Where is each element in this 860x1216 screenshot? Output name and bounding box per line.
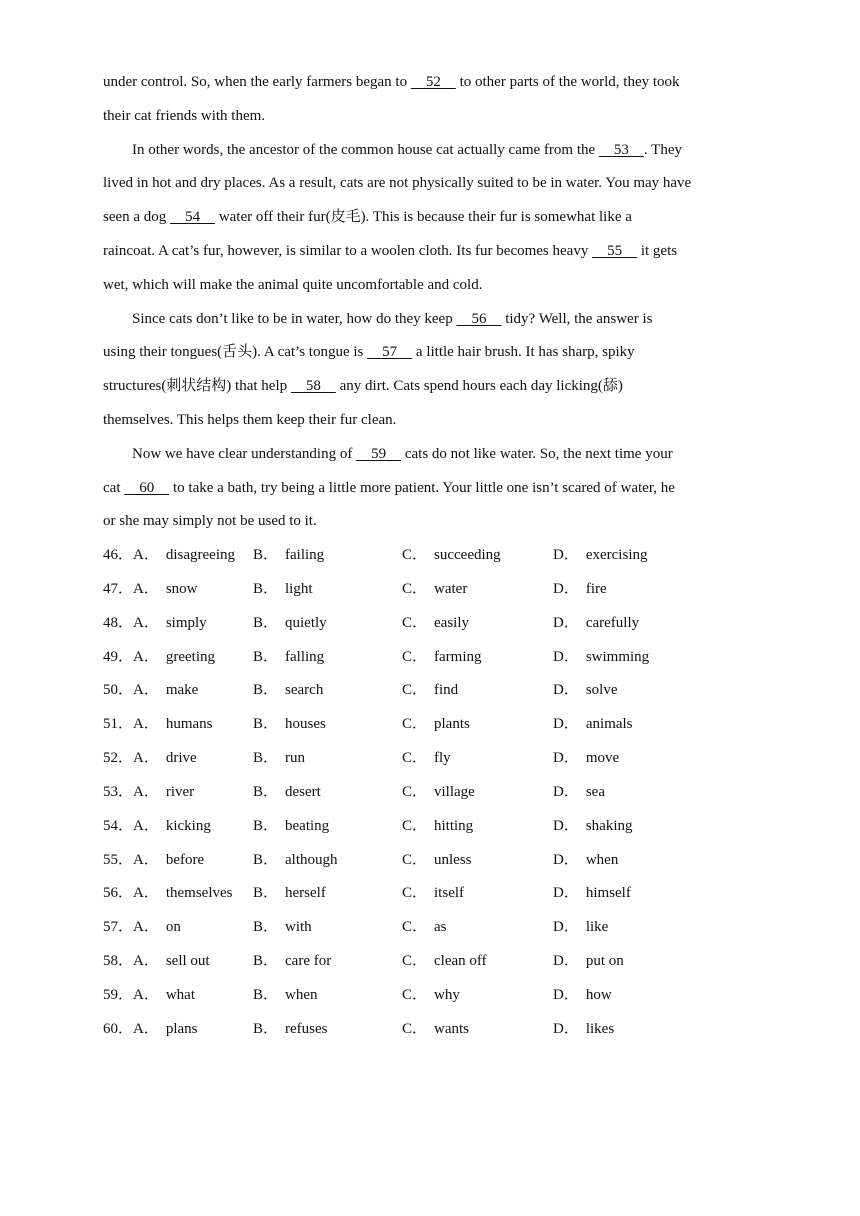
passage-line <box>103 100 753 134</box>
option-letter: D． <box>553 885 579 902</box>
option-letter: B． <box>253 580 279 597</box>
answer-option <box>133 674 198 708</box>
option-text: search <box>285 682 324 699</box>
passage-line <box>103 505 753 539</box>
answer-option <box>133 742 197 776</box>
option-letter: B． <box>253 817 279 834</box>
answer-option <box>402 877 464 911</box>
option-text: themselves <box>165 885 233 902</box>
passage-text: using their tongues(舌头). A cat’s tongue is <box>103 344 368 361</box>
option-letter: D． <box>553 580 579 597</box>
answer-option <box>553 674 618 708</box>
option-letter: B． <box>253 716 279 733</box>
cloze-passage <box>103 66 753 539</box>
option-letter: C． <box>402 1020 428 1037</box>
option-text: make <box>165 682 199 699</box>
passage-text: water off their fur(皮毛). This is because their fur is somewhat like a <box>215 209 632 226</box>
answer-option <box>133 911 181 945</box>
answer-option <box>253 945 331 979</box>
passage-line <box>103 472 753 506</box>
question-number: 59． <box>103 986 134 1003</box>
option-text: animals <box>585 716 633 733</box>
answer-option <box>553 776 605 810</box>
option-letter: D． <box>553 716 579 733</box>
option-letter: C． <box>402 919 428 936</box>
option-text: fly <box>434 750 451 767</box>
option-letter: B． <box>253 750 279 767</box>
option-text: although <box>285 851 338 868</box>
question-list <box>103 539 753 1047</box>
question-number: 54． <box>103 817 134 834</box>
answer-option <box>553 945 624 979</box>
option-text: swimming <box>585 648 650 665</box>
option-text: as <box>434 919 447 936</box>
option-letter: C． <box>402 817 428 834</box>
option-letter: D． <box>553 648 579 665</box>
question-row <box>103 844 753 878</box>
answer-option <box>402 911 447 945</box>
answer-blank: 58 <box>290 378 336 395</box>
option-text: sell out <box>165 953 210 970</box>
answer-option <box>402 708 470 742</box>
option-text: disagreeing <box>165 547 235 563</box>
answer-option <box>402 776 475 810</box>
question-row <box>103 1013 753 1047</box>
answer-option <box>133 708 213 742</box>
option-letter: A． <box>133 783 159 800</box>
passage-text: to take a bath, try being a little more patient. Your little one isn’t scared of water, he <box>169 479 675 496</box>
answer-blank: 59 <box>356 445 402 462</box>
answer-option <box>402 539 501 573</box>
option-text: refuses <box>285 1020 328 1037</box>
question-row <box>103 607 753 641</box>
answer-option <box>253 641 324 675</box>
answer-option <box>402 742 451 776</box>
option-text: herself <box>285 885 326 902</box>
answer-option <box>553 742 619 776</box>
option-text: succeeding <box>434 547 501 563</box>
passage-line <box>103 167 753 201</box>
question-row <box>103 641 753 675</box>
question-number: 58． <box>103 953 134 970</box>
answer-option <box>553 1013 614 1047</box>
answer-option <box>553 708 633 742</box>
answer-option <box>553 641 649 675</box>
answer-option <box>253 539 324 573</box>
answer-blank: 52 <box>410 74 456 90</box>
answer-option <box>402 945 487 979</box>
option-text: unless <box>434 851 472 868</box>
option-letter: D． <box>553 547 579 563</box>
answer-blank: 57 <box>367 344 413 361</box>
passage-line <box>103 66 753 100</box>
passage-text: raincoat. A cat’s fur, however, is similar to a woolen cloth. Its fur becomes heavy <box>103 242 593 259</box>
question-number: 47． <box>103 580 134 597</box>
option-text: himself <box>585 885 631 902</box>
answer-option <box>133 844 204 878</box>
question-row <box>103 979 753 1013</box>
option-letter: D． <box>553 851 579 868</box>
question-row <box>103 945 753 979</box>
passage-text: tidy? Well, the answer is <box>501 310 653 327</box>
option-letter: C． <box>402 547 428 563</box>
answer-option <box>133 776 194 810</box>
option-text: clean off <box>434 953 487 970</box>
option-text: hitting <box>434 817 474 834</box>
option-text: wants <box>434 1020 470 1037</box>
passage-line <box>103 201 753 235</box>
question-row <box>103 539 753 573</box>
option-letter: B． <box>253 986 279 1003</box>
passage-text: a little hair brush. It has sharp, spiky <box>412 344 635 361</box>
option-letter: D． <box>553 750 579 767</box>
answer-option <box>553 877 631 911</box>
passage-text: Now we have clear understanding of <box>132 445 357 462</box>
passage-text: it gets <box>637 242 678 259</box>
passage-line <box>103 235 753 269</box>
option-letter: C． <box>402 750 428 767</box>
option-letter: B． <box>253 648 279 665</box>
question-row <box>103 877 753 911</box>
answer-option <box>402 573 467 607</box>
option-text: how <box>585 986 612 1003</box>
option-text: plans <box>165 1020 198 1037</box>
option-text: likes <box>585 1020 615 1037</box>
option-letter: B． <box>253 614 279 631</box>
option-text: easily <box>434 614 470 631</box>
option-text: care for <box>285 953 332 970</box>
question-number: 55． <box>103 851 134 868</box>
answer-option <box>253 776 321 810</box>
question-number: 48． <box>103 614 134 631</box>
option-letter: D． <box>553 1020 579 1037</box>
answer-option <box>253 708 326 742</box>
option-text: with <box>285 919 312 936</box>
option-text: houses <box>285 716 326 733</box>
option-letter: A． <box>133 648 159 665</box>
question-row <box>103 742 753 776</box>
option-text: before <box>165 851 205 868</box>
option-letter: A． <box>133 750 159 767</box>
answer-option <box>253 674 323 708</box>
question-row <box>103 810 753 844</box>
option-text: like <box>585 919 609 936</box>
answer-option <box>133 573 198 607</box>
answer-option <box>133 979 195 1013</box>
question-row <box>103 573 753 607</box>
option-text: drive <box>165 750 197 767</box>
passage-line <box>103 404 753 438</box>
option-text: fire <box>585 580 607 597</box>
answer-option <box>402 844 472 878</box>
option-text: sea <box>585 783 605 800</box>
option-text: when <box>285 986 318 1003</box>
option-text: plants <box>434 716 470 733</box>
option-letter: C． <box>402 682 428 699</box>
passage-text: any dirt. Cats spend hours each day licking(舔) <box>335 378 623 395</box>
answer-option <box>553 844 618 878</box>
option-letter: B． <box>253 783 279 800</box>
answer-option <box>402 979 460 1013</box>
passage-text: under control. So, when the early farmers began to <box>103 74 411 90</box>
option-text: humans <box>165 716 213 733</box>
option-text: farming <box>434 648 482 665</box>
option-letter: A． <box>133 885 159 902</box>
option-text: run <box>285 750 306 767</box>
passage-text: In other words, the ancestor of the common house cat actually came from the <box>132 141 599 158</box>
answer-option <box>553 911 608 945</box>
option-text: move <box>585 750 620 767</box>
option-letter: C． <box>402 580 428 597</box>
passage-text: cats do not like water. So, the next time your <box>401 445 673 462</box>
passage-line <box>103 134 753 168</box>
passage-line <box>103 336 753 370</box>
answer-option <box>402 607 469 641</box>
option-letter: B． <box>253 919 279 936</box>
passage-text: . They <box>643 141 682 158</box>
option-letter: A． <box>133 817 159 834</box>
option-text: village <box>434 783 475 800</box>
option-letter: B． <box>253 682 279 699</box>
passage-text: structures(刺状结构) that help <box>103 378 291 395</box>
question-row <box>103 776 753 810</box>
option-text: exercising <box>585 547 648 563</box>
option-letter: B． <box>253 851 279 868</box>
answer-blank: 55 <box>592 242 638 259</box>
option-text: carefully <box>585 614 640 631</box>
passage-line <box>103 370 753 404</box>
answer-option <box>133 1013 198 1047</box>
option-letter: D． <box>553 817 579 834</box>
option-letter: C． <box>402 716 428 733</box>
passage-text: their cat friends with them. <box>103 107 266 124</box>
option-text: light <box>285 580 313 597</box>
option-letter: B． <box>253 953 279 970</box>
passage-line <box>103 269 753 303</box>
option-text: find <box>434 682 459 699</box>
answer-blank: 56 <box>456 310 502 327</box>
question-number: 50． <box>103 682 134 699</box>
passage-line <box>103 303 753 337</box>
option-letter: A． <box>133 986 159 1003</box>
passage-text: wet, which will make the animal quite uncomfortable and cold. <box>103 276 483 293</box>
option-letter: D． <box>553 614 579 631</box>
passage-line <box>103 438 753 472</box>
question-row <box>103 911 753 945</box>
option-letter: A． <box>133 580 159 597</box>
question-row <box>103 674 753 708</box>
option-letter: C． <box>402 851 428 868</box>
question-number: 53． <box>103 783 134 800</box>
answer-option <box>133 607 207 641</box>
answer-option <box>253 810 329 844</box>
option-text: simply <box>165 614 207 631</box>
option-text: kicking <box>165 817 211 834</box>
answer-blank: 53 <box>598 141 644 158</box>
option-letter: A． <box>133 682 159 699</box>
answer-option <box>402 1013 469 1047</box>
answer-option <box>253 1013 328 1047</box>
option-text: beating <box>285 817 330 834</box>
answer-option <box>133 810 211 844</box>
option-text: quietly <box>285 614 327 631</box>
question-row <box>103 708 753 742</box>
option-letter: B． <box>253 885 279 902</box>
answer-option <box>253 911 312 945</box>
answer-option <box>253 573 313 607</box>
option-text: shaking <box>585 817 633 834</box>
option-text: water <box>434 580 468 597</box>
question-number: 49． <box>103 648 134 665</box>
answer-option <box>253 844 338 878</box>
question-number: 56． <box>103 885 134 902</box>
option-letter: A． <box>133 547 159 563</box>
option-letter: A． <box>133 919 159 936</box>
passage-text: cat <box>103 479 125 496</box>
answer-option <box>553 539 647 573</box>
option-text: itself <box>434 885 465 902</box>
passage-text: Since cats don’t like to be in water, how do they keep <box>132 310 457 327</box>
answer-option <box>133 945 210 979</box>
passage-text: seen a dog <box>103 209 171 226</box>
option-text: on <box>165 919 181 936</box>
answer-blank: 54 <box>170 209 216 226</box>
option-letter: A． <box>133 1020 159 1037</box>
option-text: solve <box>585 682 618 699</box>
option-letter: C． <box>402 885 428 902</box>
question-number: 46． <box>103 547 134 563</box>
answer-option <box>553 979 612 1013</box>
passage-text: themselves. This helps them keep their fur clean. <box>103 411 397 428</box>
option-letter: A． <box>133 851 159 868</box>
option-text: falling <box>285 648 325 665</box>
option-text: put on <box>585 953 624 970</box>
option-text: snow <box>165 580 198 597</box>
answer-option <box>133 877 233 911</box>
option-letter: A． <box>133 953 159 970</box>
passage-text: lived in hot and dry places. As a result, cats are not physically suited to be in water. You may have <box>103 175 692 192</box>
option-letter: B． <box>253 1020 279 1037</box>
question-number: 51． <box>103 716 134 733</box>
option-letter: C． <box>402 953 428 970</box>
answer-option <box>402 641 482 675</box>
answer-blank: 60 <box>124 479 170 496</box>
passage-text: or she may simply not be used to it. <box>103 513 317 530</box>
answer-option <box>253 742 305 776</box>
answer-option <box>402 674 458 708</box>
option-text: greeting <box>165 648 215 665</box>
answer-option <box>133 641 215 675</box>
answer-option <box>402 810 473 844</box>
option-letter: C． <box>402 783 428 800</box>
option-text: failing <box>285 547 325 563</box>
option-letter: C． <box>402 614 428 631</box>
option-text: desert <box>285 783 321 800</box>
option-text: river <box>165 783 195 800</box>
answer-option <box>553 607 639 641</box>
answer-option <box>553 810 633 844</box>
option-letter: D． <box>553 919 579 936</box>
passage-text: to other parts of the world, they took <box>455 74 680 90</box>
option-letter: D． <box>553 682 579 699</box>
option-text: when <box>585 851 619 868</box>
answer-option <box>253 877 326 911</box>
option-letter: A． <box>133 716 159 733</box>
option-letter: D． <box>553 986 579 1003</box>
option-text: why <box>434 986 460 1003</box>
question-number: 60． <box>103 1020 134 1037</box>
question-number: 52． <box>103 750 134 767</box>
option-text: what <box>165 986 196 1003</box>
answer-option <box>253 607 327 641</box>
answer-option <box>253 979 318 1013</box>
option-letter: B． <box>253 547 279 563</box>
option-letter: A． <box>133 614 159 631</box>
question-number: 57． <box>103 919 134 936</box>
option-letter: D． <box>553 783 579 800</box>
answer-option <box>553 573 607 607</box>
answer-option <box>133 539 235 573</box>
option-letter: C． <box>402 986 428 1003</box>
option-letter: C． <box>402 648 428 665</box>
option-letter: D． <box>553 953 579 970</box>
